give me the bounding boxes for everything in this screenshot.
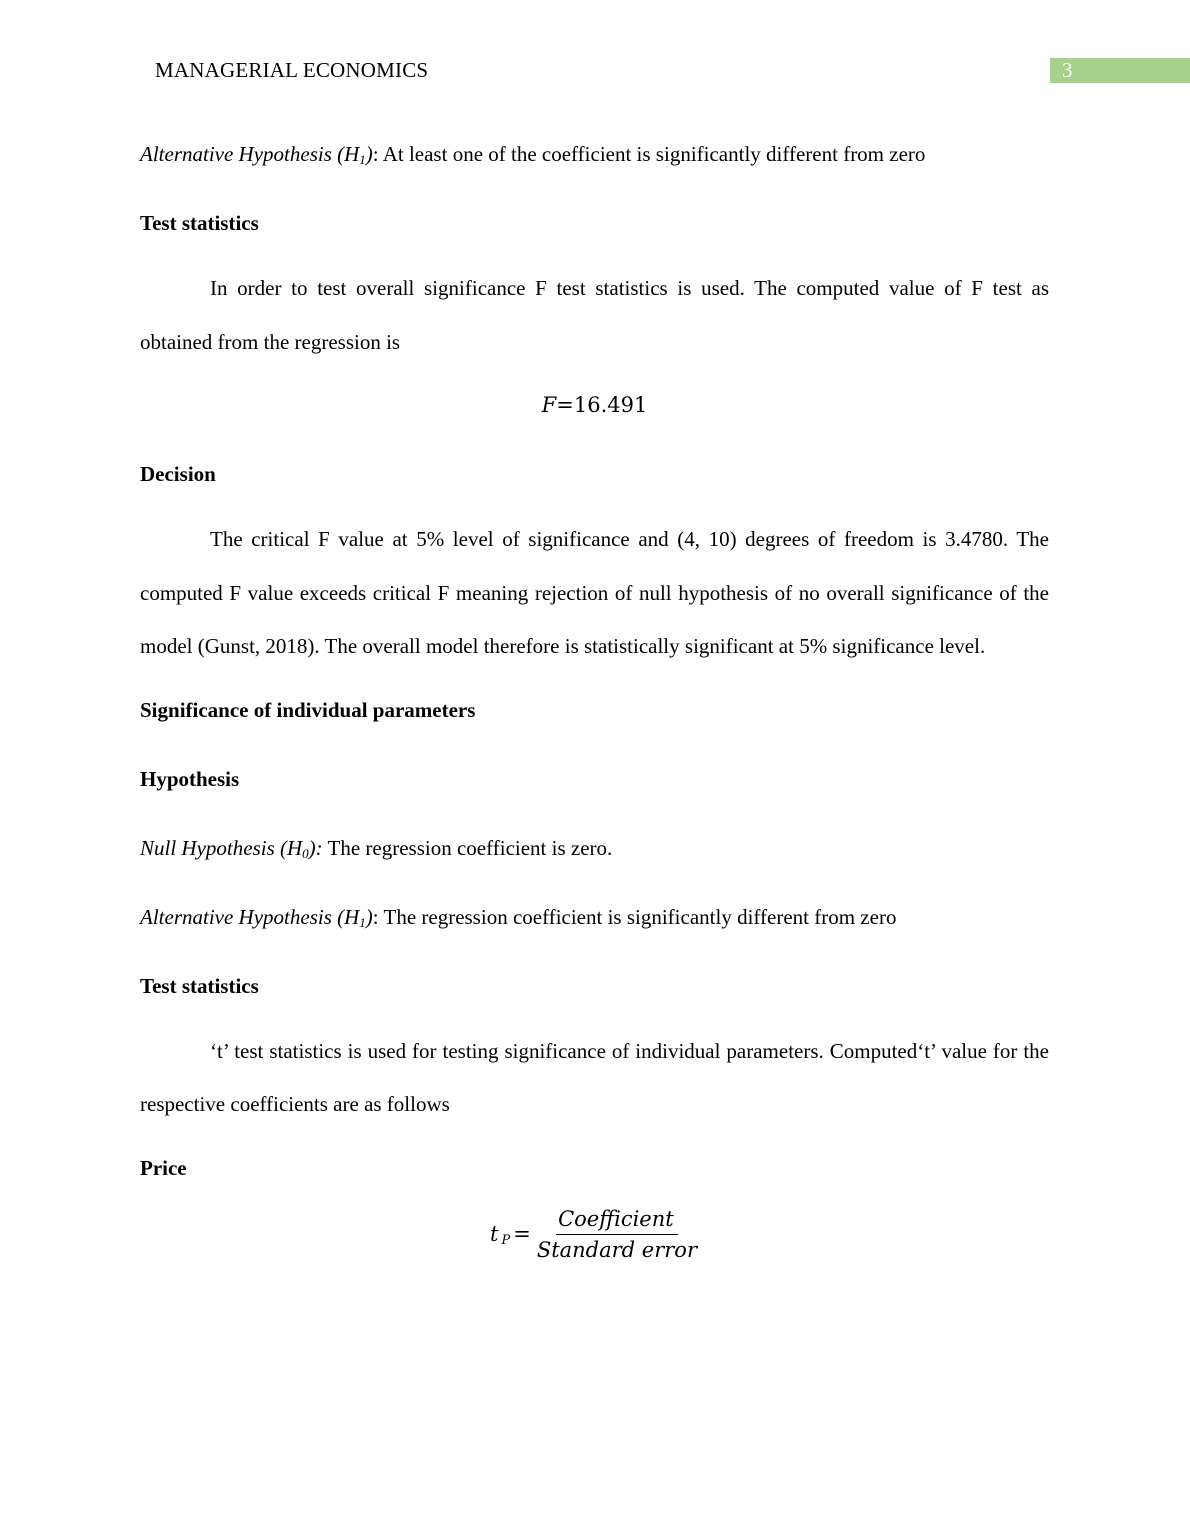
- null-hypothesis-text: The regression coefficient is zero.: [322, 835, 613, 860]
- alt-hypothesis-subscript: 1: [359, 152, 366, 167]
- alternative-hypothesis-individual: [140, 900, 1049, 934]
- t-denominator: Standard error: [536, 1237, 697, 1262]
- alternative-hypothesis-overall: [140, 137, 1049, 171]
- t-var-letter: t: [490, 1222, 499, 1246]
- alt-hypothesis-2-label-text: Alternative Hypothesis (H: [140, 904, 360, 929]
- f-statistic-equation: [140, 388, 1049, 422]
- t-fraction: [535, 1206, 699, 1263]
- null-hypothesis-subscript: 0: [302, 845, 309, 861]
- null-hypothesis-label: [140, 836, 323, 860]
- f-variable: F: [541, 393, 557, 417]
- test-statistics-2-paragraph: ‘t’ test statistics is used for testing significance of individual parameters. Computed‘t’ value for the respective coefficients are as follows: [140, 1038, 1049, 1116]
- running-head-title: MANAGERIAL ECONOMICS: [155, 58, 429, 82]
- alt-hypothesis-text: : At least one of the coefficient is significantly different from zero: [372, 142, 926, 166]
- alt-hypothesis-2-close: ): [365, 904, 373, 929]
- test-statistics-2-heading: Test statistics: [140, 973, 259, 998]
- individual-significance-heading: Significance of individual parameters: [140, 697, 476, 722]
- document-body: [140, 137, 1049, 1263]
- page-number: 3: [1062, 58, 1073, 82]
- t-variable: [490, 1222, 510, 1246]
- t-statistic-equation: [140, 1206, 1049, 1263]
- alt-hypothesis-2-subscript: 1: [359, 914, 366, 930]
- test-statistics-heading: Test statistics: [140, 211, 259, 235]
- alt-hypothesis-label-text: Alternative Hypothesis (H: [140, 142, 360, 166]
- test-statistics-paragraph: In order to test overall significance F test statistics is used. The computed value of F test as obtained from the regression is: [140, 276, 1049, 354]
- page-number-bar: [1050, 58, 1190, 83]
- t-numerator: Coefficient: [556, 1206, 678, 1235]
- null-hypothesis-close: ):: [308, 835, 323, 860]
- f-equals: =: [556, 393, 574, 417]
- null-hypothesis-label-text: Null Hypothesis (H: [140, 835, 303, 860]
- t-equals: =: [513, 1222, 531, 1246]
- hypothesis-heading: Hypothesis: [140, 766, 240, 791]
- alt-hypothesis-label: [140, 142, 373, 166]
- alt-hypothesis-close: ): [365, 142, 373, 166]
- alt-hypothesis-2-label: [140, 905, 373, 929]
- decision-heading: Decision: [140, 462, 216, 486]
- f-value: 16.491: [573, 393, 648, 417]
- alt-hypothesis-2-text: : The regression coefficient is significantly different from zero: [372, 904, 897, 929]
- decision-paragraph: The critical F value at 5% level of significance and (4, 10) degrees of freedom is 3.4780. The computed F value exceeds critical F meaning rejection of null hypothesis of no overall significance of the model (Gunst, 2018). The overall model therefore is statistically significant at 5% significance level.: [140, 527, 1049, 658]
- t-subscript: P: [501, 1233, 511, 1248]
- null-hypothesis: [140, 831, 1049, 865]
- price-heading: Price: [140, 1155, 187, 1180]
- t-formula: [490, 1206, 699, 1263]
